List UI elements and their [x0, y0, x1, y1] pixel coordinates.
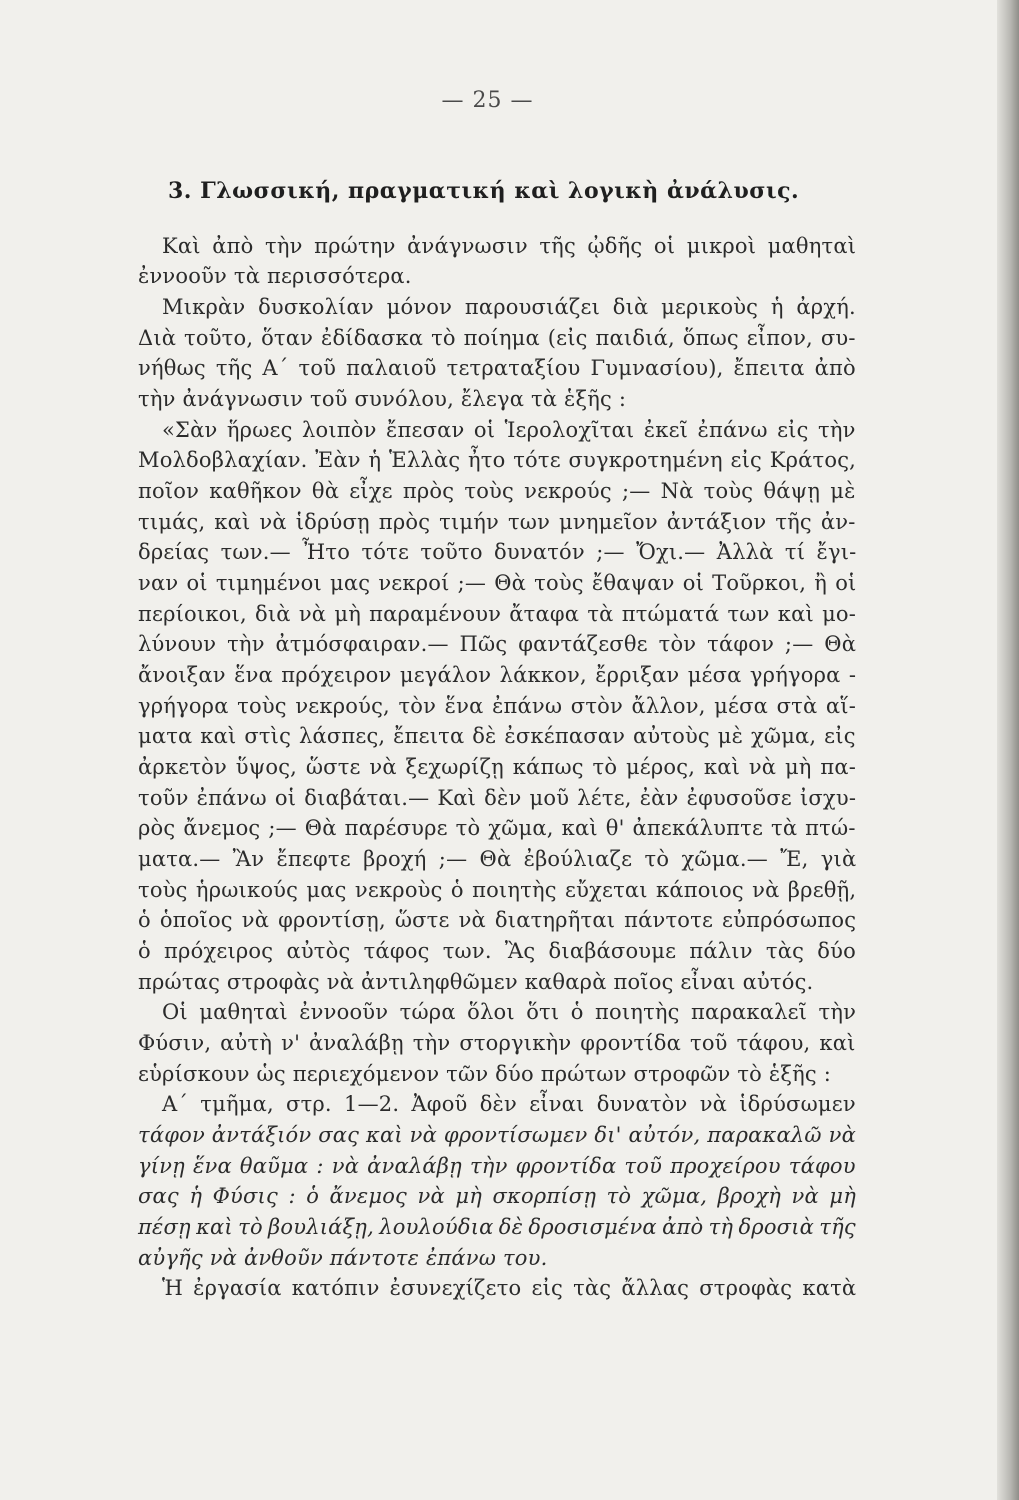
text-line: περίοικοι, διὰ νὰ μὴ παραμένουν ἄταφα τὰ πτώματά των καὶ μο- [138, 602, 857, 626]
text-line: ὁ ὁποῖος νὰ φροντίσῃ, ὥστε νὰ διατηρῆται πάντοτε εὐπρόσωπος [138, 908, 857, 932]
section-heading: 3. Γλωσσική, πραγματική καὶ λογικὴ ἀνάλυσις. [168, 178, 800, 204]
text-line: λύνουν τὴν ἀτμόσφαιραν.— Πῶς φαντάζεσθε τὸν τάφον ;— Θὰ [138, 632, 857, 656]
text-line: ἐννοοῦν τὰ περισσότερα. [138, 264, 412, 288]
text-line: Μικρὰν δυσκολίαν μόνον παρουσιάζει διὰ μερικοὺς ἡ ἀρχή. [162, 295, 856, 319]
page-edge-shadow [997, 0, 1019, 1500]
text-line: Α΄ τμῆμα, στρ. 1—2. Ἀφοῦ δὲν εἶναι δυνατὸν νὰ ἱδρύσωμεν [162, 1092, 856, 1116]
text-line: πρώτας στροφὰς νὰ ἀντιληφθῶμεν καθαρὰ ποῖος εἶναι αὐτός. [138, 970, 814, 994]
text-line: γρήγορα τοὺς νεκρούς, τὸν ἕνα ἐπάνω στὸν ἄλλον, μέσα στὰ αἵ- [138, 694, 857, 718]
text-line: Καὶ ἀπὸ τὴν πρώτην ἀνάγνωσιν τῆς ᾠδῆς οἱ μικροὶ μαθηταὶ [162, 234, 857, 258]
text-line: Διὰ τοῦτο, ὅταν ἐδίδασκα τὸ ποίημα (εἰς παιδιά, ὅπως εἶπον, συ- [138, 326, 856, 350]
page-number: — 25 — [441, 88, 534, 113]
text-line: «Σὰν ἥρωες λοιπὸν ἔπεσαν οἱ Ἱερολοχῖται ἐκεῖ ἐπάνω εἰς τὴν [162, 418, 856, 442]
text-line-italic: πέσῃ καὶ τὸ βουλιάξῃ, λουλούδια δὲ δροσισμένα ἀπὸ τὴ δροσιὰ τῆς [138, 1215, 856, 1239]
text-line: ὁ πρόχειρος αὐτὸς τάφος των. Ἂς διαβάσουμε πάλιν τὰς δύο [138, 939, 856, 963]
text-line: εὑρίσκουν ὡς περιεχόμενον τῶν δύο πρώτων στροφῶν τὸ ἑξῆς : [138, 1062, 832, 1086]
text-line: ματα.— Ἂν ἔπεφτε βροχή ;— Θὰ ἐβούλιαζε τὸ χῶμα.— Ἔ, γιὰ [138, 847, 857, 871]
text-line: ρὸς ἄνεμος ;— Θὰ παρέσυρε τὸ χῶμα, καὶ θ' ἀπεκάλυπτε τὰ πτώ- [138, 816, 856, 840]
text-line-italic: γίνῃ ἕνα θαῦμα : νὰ ἀναλάβῃ τὴν φροντίδα τοῦ προχείρου τάφου [138, 1154, 856, 1178]
text-line: τὴν ἀνάγνωσιν τοῦ συνόλου, ἔλεγα τὰ ἑξῆς : [138, 387, 627, 411]
text-line: ἄνοιξαν ἕνα πρόχειρον μεγάλον λάκκον, ἔρριξαν μέσα γρήγορα - [138, 663, 857, 687]
text-line: δρείας των.— Ἦτο τότε τοῦτο δυνατόν ;— Ὄχι.— Ἀλλὰ τί ἔγι- [138, 540, 857, 564]
text-line: ματα καὶ στὶς λάσπες, ἔπειτα δὲ ἐσκέπασαν αὐτοὺς μὲ χῶμα, εἰς [138, 724, 856, 748]
text-line: ποῖον καθῆκον θὰ εἶχε πρὸς τοὺς νεκρούς ;— Νὰ τοὺς θάψῃ μὲ [138, 479, 856, 503]
text-line: ἀρκετὸν ὕψος, ὥστε νὰ ξεχωρίζῃ κάπως τὸ μέρος, καὶ νὰ μὴ πα- [138, 755, 857, 779]
text-line-italic: αὐγῆς νὰ ἀνθοῦν πάντοτε ἐπάνω του. [138, 1246, 548, 1270]
text-line: τοῦν ἐπάνω οἱ διαβάται.— Καὶ δὲν μοῦ λέτε, ἐὰν ἐφυσοῦσε ἰσχυ- [138, 786, 857, 810]
text-line: τοὺς ἡρωικούς μας νεκροὺς ὁ ποιητὴς εὔχεται κάποιος νὰ βρεθῇ, [138, 878, 857, 902]
text-line: Φύσιν, αὐτὴ ν' ἀναλάβῃ τὴν στοργικὴν φροντίδα τοῦ τάφου, καὶ [138, 1031, 856, 1055]
text-line-italic: τάφον ἀντάξιόν σας καὶ νὰ φροντίσωμεν δι' αὐτόν, παρακαλῶ νὰ [138, 1123, 856, 1147]
text-line: Μολδοβλαχίαν. Ἐὰν ἡ Ἑλλὰς ἦτο τότε συγκροτημένη εἰς Κράτος, [138, 448, 857, 472]
text-line: ναν οἱ τιμημένοι μας νεκροί ;— Θὰ τοὺς ἔθαψαν οἱ Τοῦρκοι, ἢ οἱ [138, 571, 857, 595]
text-line-italic: σας ἡ Φύσις : ὁ ἄνεμος νὰ μὴ σκορπίσῃ τὸ χῶμα, βροχὴ νὰ μὴ [138, 1184, 856, 1208]
text-line: τιμάς, καὶ νὰ ἱδρύσῃ πρὸς τιμήν των μνημεῖον ἀντάξιον τῆς ἀν- [138, 510, 856, 534]
text-line: Οἱ μαθηταὶ ἐννοοῦν τώρα ὅλοι ὅτι ὁ ποιητὴς παρακαλεῖ τὴν [162, 1000, 857, 1024]
text-line: Ἡ ἐργασία κατόπιν ἐσυνεχίζετο εἰς τὰς ἄλλας στροφὰς κατὰ [162, 1276, 857, 1300]
text-line: νήθως τῆς Α΄ τοῦ παλαιοῦ τετραταξίου Γυμνασίου), ἔπειτα ἀπὸ [138, 356, 856, 380]
